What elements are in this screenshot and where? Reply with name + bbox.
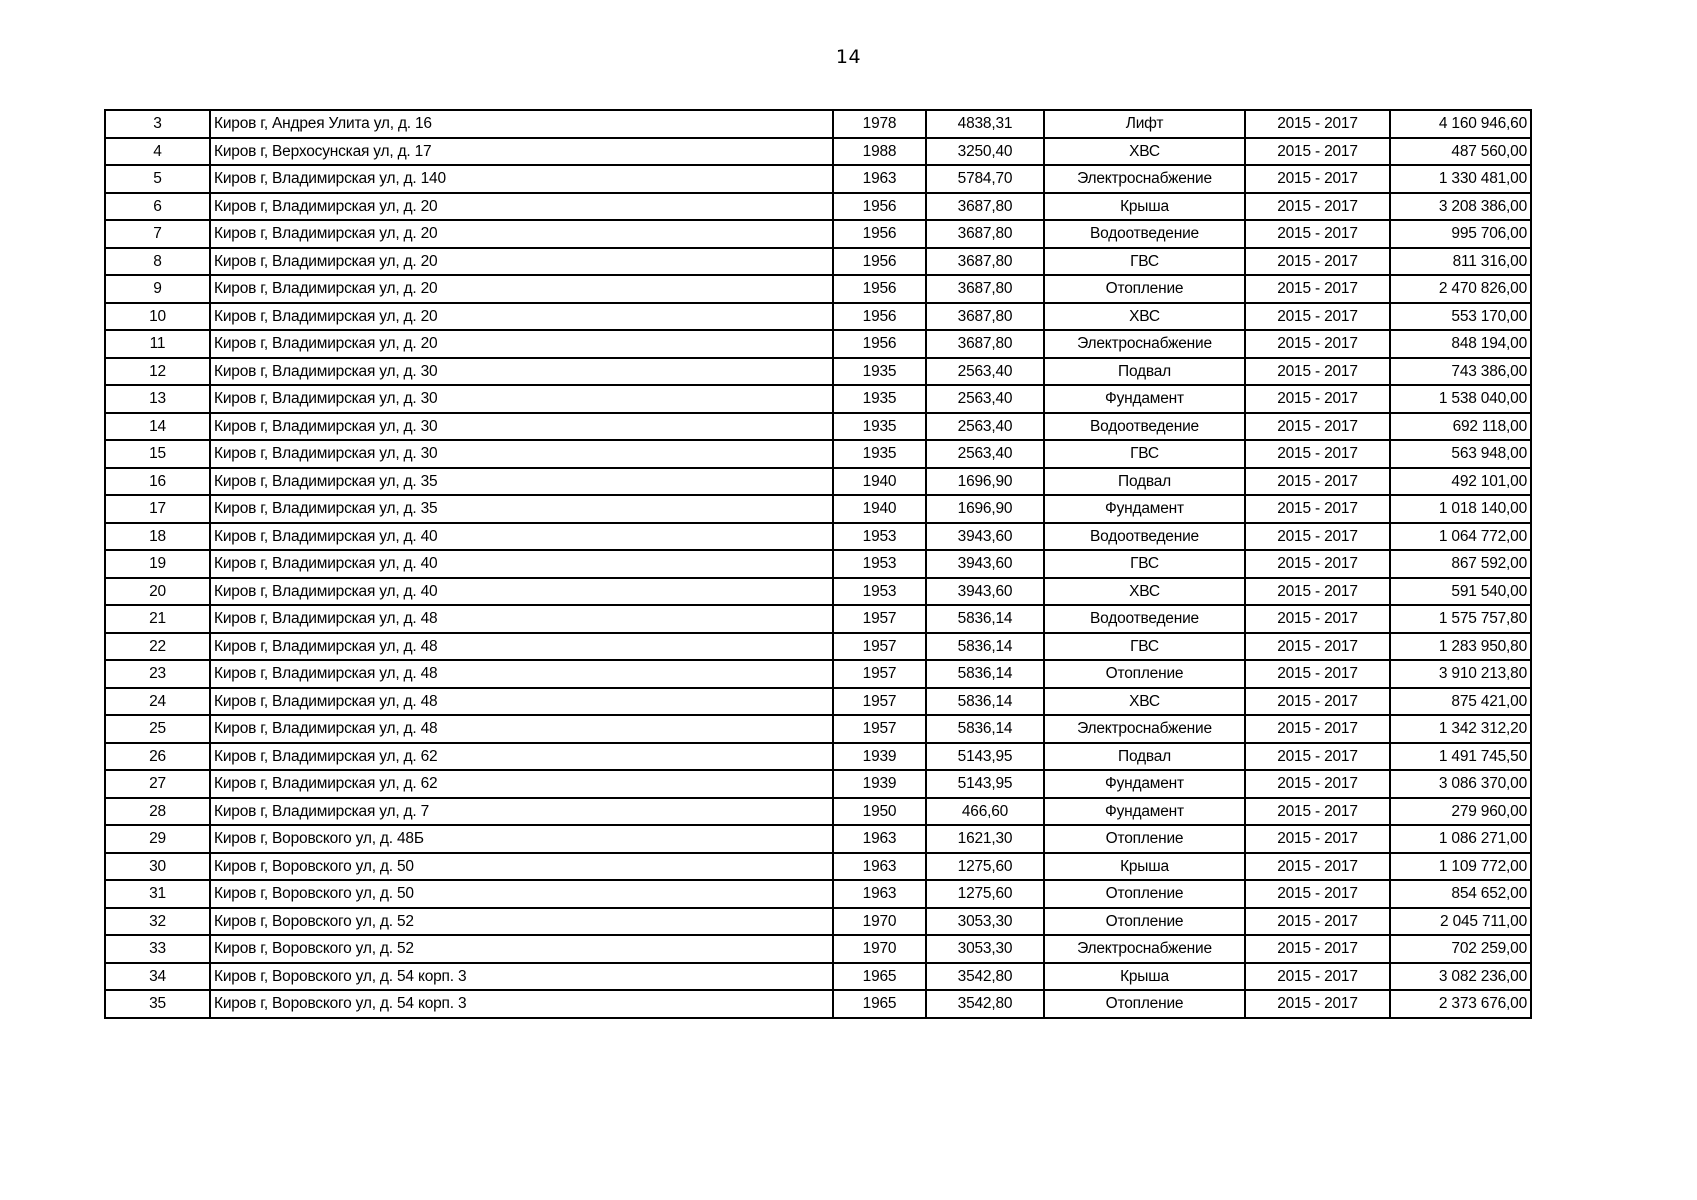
work-type-cell: ХВС	[1044, 578, 1245, 606]
cost-cell: 848 194,00	[1390, 330, 1531, 358]
table-row	[105, 633, 1531, 661]
period-cell: 2015 - 2017	[1245, 743, 1390, 771]
build-year-cell: 1939	[833, 743, 926, 771]
build-year-cell: 1965	[833, 990, 926, 1018]
area-cell: 3687,80	[926, 330, 1044, 358]
address-cell: Киров г, Владимирская ул, д. 48	[210, 633, 833, 661]
work-type-cell: Подвал	[1044, 468, 1245, 496]
build-year-cell: 1939	[833, 770, 926, 798]
row-number-cell: 17	[105, 495, 210, 523]
table-row	[105, 413, 1531, 441]
cost-cell: 692 118,00	[1390, 413, 1531, 441]
build-year-cell: 1957	[833, 633, 926, 661]
address-cell: Киров г, Владимирская ул, д. 20	[210, 193, 833, 221]
period-cell: 2015 - 2017	[1245, 110, 1390, 138]
build-year-cell: 1957	[833, 605, 926, 633]
cost-cell: 2 470 826,00	[1390, 275, 1531, 303]
table-row	[105, 908, 1531, 936]
period-cell: 2015 - 2017	[1245, 605, 1390, 633]
build-year-cell: 1940	[833, 468, 926, 496]
cost-cell: 492 101,00	[1390, 468, 1531, 496]
area-cell: 5143,95	[926, 743, 1044, 771]
period-cell: 2015 - 2017	[1245, 715, 1390, 743]
table-row	[105, 880, 1531, 908]
work-type-cell: Отопление	[1044, 880, 1245, 908]
row-number-cell: 28	[105, 798, 210, 826]
address-cell: Киров г, Владимирская ул, д. 20	[210, 303, 833, 331]
table-row	[105, 660, 1531, 688]
capital-repair-table	[104, 109, 1532, 1019]
address-cell: Киров г, Владимирская ул, д. 30	[210, 440, 833, 468]
build-year-cell: 1978	[833, 110, 926, 138]
address-cell: Киров г, Владимирская ул, д. 30	[210, 385, 833, 413]
table-row	[105, 853, 1531, 881]
area-cell: 3542,80	[926, 990, 1044, 1018]
period-cell: 2015 - 2017	[1245, 193, 1390, 221]
row-number-cell: 4	[105, 138, 210, 166]
table-row	[105, 523, 1531, 551]
work-type-cell: Подвал	[1044, 743, 1245, 771]
build-year-cell: 1956	[833, 303, 926, 331]
address-cell: Киров г, Воровского ул, д. 52	[210, 935, 833, 963]
row-number-cell: 22	[105, 633, 210, 661]
table-row	[105, 963, 1531, 991]
cost-cell: 1 064 772,00	[1390, 523, 1531, 551]
work-type-cell: Водоотведение	[1044, 220, 1245, 248]
work-type-cell: Водоотведение	[1044, 523, 1245, 551]
cost-cell: 1 330 481,00	[1390, 165, 1531, 193]
area-cell: 2563,40	[926, 358, 1044, 386]
address-cell: Киров г, Владимирская ул, д. 62	[210, 743, 833, 771]
period-cell: 2015 - 2017	[1245, 330, 1390, 358]
table-row	[105, 358, 1531, 386]
area-cell: 3943,60	[926, 578, 1044, 606]
area-cell: 1275,60	[926, 880, 1044, 908]
work-type-cell: Крыша	[1044, 193, 1245, 221]
period-cell: 2015 - 2017	[1245, 908, 1390, 936]
work-type-cell: Фундамент	[1044, 385, 1245, 413]
cost-cell: 3 086 370,00	[1390, 770, 1531, 798]
address-cell: Киров г, Владимирская ул, д. 35	[210, 495, 833, 523]
cost-cell: 854 652,00	[1390, 880, 1531, 908]
build-year-cell: 1970	[833, 935, 926, 963]
period-cell: 2015 - 2017	[1245, 385, 1390, 413]
table-row	[105, 385, 1531, 413]
row-number-cell: 18	[105, 523, 210, 551]
cost-cell: 553 170,00	[1390, 303, 1531, 331]
address-cell: Киров г, Владимирская ул, д. 48	[210, 660, 833, 688]
row-number-cell: 20	[105, 578, 210, 606]
table-row	[105, 495, 1531, 523]
address-cell: Киров г, Воровского ул, д. 50	[210, 880, 833, 908]
cost-cell: 1 491 745,50	[1390, 743, 1531, 771]
area-cell: 5836,14	[926, 688, 1044, 716]
period-cell: 2015 - 2017	[1245, 165, 1390, 193]
address-cell: Киров г, Владимирская ул, д. 140	[210, 165, 833, 193]
table-row	[105, 935, 1531, 963]
address-cell: Киров г, Владимирская ул, д. 40	[210, 578, 833, 606]
area-cell: 5836,14	[926, 715, 1044, 743]
period-cell: 2015 - 2017	[1245, 825, 1390, 853]
work-type-cell: Крыша	[1044, 853, 1245, 881]
area-cell: 3687,80	[926, 248, 1044, 276]
row-number-cell: 26	[105, 743, 210, 771]
cost-cell: 563 948,00	[1390, 440, 1531, 468]
row-number-cell: 16	[105, 468, 210, 496]
cost-cell: 3 082 236,00	[1390, 963, 1531, 991]
cost-cell: 995 706,00	[1390, 220, 1531, 248]
area-cell: 5836,14	[926, 605, 1044, 633]
area-cell: 5836,14	[926, 633, 1044, 661]
table-row	[105, 990, 1531, 1018]
row-number-cell: 11	[105, 330, 210, 358]
table-row	[105, 165, 1531, 193]
period-cell: 2015 - 2017	[1245, 413, 1390, 441]
work-type-cell: Водоотведение	[1044, 605, 1245, 633]
period-cell: 2015 - 2017	[1245, 853, 1390, 881]
work-type-cell: ХВС	[1044, 138, 1245, 166]
page-number: 14	[835, 46, 862, 68]
build-year-cell: 1935	[833, 440, 926, 468]
work-type-cell: Электроснабжение	[1044, 715, 1245, 743]
work-type-cell: Подвал	[1044, 358, 1245, 386]
period-cell: 2015 - 2017	[1245, 358, 1390, 386]
period-cell: 2015 - 2017	[1245, 770, 1390, 798]
address-cell: Киров г, Владимирская ул, д. 20	[210, 330, 833, 358]
address-cell: Киров г, Владимирская ул, д. 48	[210, 605, 833, 633]
cost-cell: 875 421,00	[1390, 688, 1531, 716]
area-cell: 3687,80	[926, 275, 1044, 303]
table-row	[105, 468, 1531, 496]
period-cell: 2015 - 2017	[1245, 550, 1390, 578]
row-number-cell: 9	[105, 275, 210, 303]
row-number-cell: 6	[105, 193, 210, 221]
cost-cell: 279 960,00	[1390, 798, 1531, 826]
table-body	[105, 110, 1531, 1018]
work-type-cell: Водоотведение	[1044, 413, 1245, 441]
build-year-cell: 1956	[833, 220, 926, 248]
area-cell: 1621,30	[926, 825, 1044, 853]
table-row	[105, 743, 1531, 771]
table-row	[105, 440, 1531, 468]
build-year-cell: 1953	[833, 523, 926, 551]
build-year-cell: 1963	[833, 825, 926, 853]
address-cell: Киров г, Владимирская ул, д. 40	[210, 523, 833, 551]
area-cell: 3687,80	[926, 303, 1044, 331]
area-cell: 5836,14	[926, 660, 1044, 688]
work-type-cell: Лифт	[1044, 110, 1245, 138]
row-number-cell: 15	[105, 440, 210, 468]
row-number-cell: 29	[105, 825, 210, 853]
period-cell: 2015 - 2017	[1245, 963, 1390, 991]
row-number-cell: 5	[105, 165, 210, 193]
build-year-cell: 1963	[833, 880, 926, 908]
row-number-cell: 10	[105, 303, 210, 331]
area-cell: 5143,95	[926, 770, 1044, 798]
row-number-cell: 24	[105, 688, 210, 716]
build-year-cell: 1957	[833, 660, 926, 688]
address-cell: Киров г, Воровского ул, д. 54 корп. 3	[210, 990, 833, 1018]
row-number-cell: 14	[105, 413, 210, 441]
work-type-cell: Электроснабжение	[1044, 935, 1245, 963]
period-cell: 2015 - 2017	[1245, 633, 1390, 661]
row-number-cell: 3	[105, 110, 210, 138]
cost-cell: 1 538 040,00	[1390, 385, 1531, 413]
cost-cell: 3 910 213,80	[1390, 660, 1531, 688]
address-cell: Киров г, Владимирская ул, д. 48	[210, 688, 833, 716]
work-type-cell: ХВС	[1044, 303, 1245, 331]
build-year-cell: 1956	[833, 330, 926, 358]
cost-cell: 743 386,00	[1390, 358, 1531, 386]
cost-cell: 3 208 386,00	[1390, 193, 1531, 221]
build-year-cell: 1965	[833, 963, 926, 991]
work-type-cell: Электроснабжение	[1044, 165, 1245, 193]
period-cell: 2015 - 2017	[1245, 990, 1390, 1018]
cost-cell: 702 259,00	[1390, 935, 1531, 963]
period-cell: 2015 - 2017	[1245, 495, 1390, 523]
build-year-cell: 1953	[833, 578, 926, 606]
address-cell: Киров г, Владимирская ул, д. 62	[210, 770, 833, 798]
build-year-cell: 1935	[833, 413, 926, 441]
area-cell: 3687,80	[926, 220, 1044, 248]
build-year-cell: 1956	[833, 193, 926, 221]
build-year-cell: 1935	[833, 385, 926, 413]
build-year-cell: 1935	[833, 358, 926, 386]
area-cell: 4838,31	[926, 110, 1044, 138]
area-cell: 2563,40	[926, 385, 1044, 413]
cost-cell: 811 316,00	[1390, 248, 1531, 276]
build-year-cell: 1963	[833, 853, 926, 881]
row-number-cell: 12	[105, 358, 210, 386]
address-cell: Киров г, Владимирская ул, д. 7	[210, 798, 833, 826]
period-cell: 2015 - 2017	[1245, 303, 1390, 331]
table-row	[105, 303, 1531, 331]
period-cell: 2015 - 2017	[1245, 880, 1390, 908]
work-type-cell: Отопление	[1044, 275, 1245, 303]
cost-cell: 2 373 676,00	[1390, 990, 1531, 1018]
table-row	[105, 770, 1531, 798]
table-row	[105, 578, 1531, 606]
cost-cell: 1 342 312,20	[1390, 715, 1531, 743]
row-number-cell: 7	[105, 220, 210, 248]
work-type-cell: ГВС	[1044, 550, 1245, 578]
work-type-cell: ГВС	[1044, 248, 1245, 276]
row-number-cell: 32	[105, 908, 210, 936]
work-type-cell: Электроснабжение	[1044, 330, 1245, 358]
row-number-cell: 23	[105, 660, 210, 688]
row-number-cell: 25	[105, 715, 210, 743]
row-number-cell: 30	[105, 853, 210, 881]
row-number-cell: 13	[105, 385, 210, 413]
work-type-cell: Отопление	[1044, 908, 1245, 936]
row-number-cell: 27	[105, 770, 210, 798]
period-cell: 2015 - 2017	[1245, 798, 1390, 826]
period-cell: 2015 - 2017	[1245, 468, 1390, 496]
area-cell: 3053,30	[926, 935, 1044, 963]
area-cell: 3943,60	[926, 550, 1044, 578]
address-cell: Киров г, Андрея Улита ул, д. 16	[210, 110, 833, 138]
cost-cell: 2 045 711,00	[1390, 908, 1531, 936]
work-type-cell: ГВС	[1044, 440, 1245, 468]
address-cell: Киров г, Владимирская ул, д. 30	[210, 358, 833, 386]
address-cell: Киров г, Владимирская ул, д. 20	[210, 275, 833, 303]
cost-cell: 867 592,00	[1390, 550, 1531, 578]
build-year-cell: 1950	[833, 798, 926, 826]
table-row	[105, 798, 1531, 826]
period-cell: 2015 - 2017	[1245, 660, 1390, 688]
table-row	[105, 220, 1531, 248]
period-cell: 2015 - 2017	[1245, 138, 1390, 166]
table-row	[105, 825, 1531, 853]
build-year-cell: 1988	[833, 138, 926, 166]
area-cell: 2563,40	[926, 413, 1044, 441]
row-number-cell: 31	[105, 880, 210, 908]
area-cell: 3687,80	[926, 193, 1044, 221]
table-row	[105, 550, 1531, 578]
row-number-cell: 33	[105, 935, 210, 963]
period-cell: 2015 - 2017	[1245, 578, 1390, 606]
cost-cell: 4 160 946,60	[1390, 110, 1531, 138]
address-cell: Киров г, Воровского ул, д. 50	[210, 853, 833, 881]
cost-cell: 487 560,00	[1390, 138, 1531, 166]
address-cell: Киров г, Владимирская ул, д. 20	[210, 220, 833, 248]
work-type-cell: ГВС	[1044, 633, 1245, 661]
build-year-cell: 1957	[833, 688, 926, 716]
cost-cell: 1 283 950,80	[1390, 633, 1531, 661]
address-cell: Киров г, Владимирская ул, д. 30	[210, 413, 833, 441]
period-cell: 2015 - 2017	[1245, 688, 1390, 716]
area-cell: 1696,90	[926, 468, 1044, 496]
work-type-cell: Отопление	[1044, 825, 1245, 853]
work-type-cell: ХВС	[1044, 688, 1245, 716]
area-cell: 2563,40	[926, 440, 1044, 468]
period-cell: 2015 - 2017	[1245, 935, 1390, 963]
area-cell: 3943,60	[926, 523, 1044, 551]
address-cell: Киров г, Владимирская ул, д. 35	[210, 468, 833, 496]
table-row	[105, 248, 1531, 276]
build-year-cell: 1940	[833, 495, 926, 523]
address-cell: Киров г, Воровского ул, д. 54 корп. 3	[210, 963, 833, 991]
cost-cell: 1 086 271,00	[1390, 825, 1531, 853]
work-type-cell: Отопление	[1044, 660, 1245, 688]
cost-cell: 1 109 772,00	[1390, 853, 1531, 881]
build-year-cell: 1956	[833, 275, 926, 303]
address-cell: Киров г, Владимирская ул, д. 20	[210, 248, 833, 276]
row-number-cell: 8	[105, 248, 210, 276]
row-number-cell: 35	[105, 990, 210, 1018]
build-year-cell: 1970	[833, 908, 926, 936]
area-cell: 3250,40	[926, 138, 1044, 166]
address-cell: Киров г, Верхосунская ул, д. 17	[210, 138, 833, 166]
row-number-cell: 34	[105, 963, 210, 991]
build-year-cell: 1956	[833, 248, 926, 276]
table-row	[105, 605, 1531, 633]
address-cell: Киров г, Владимирская ул, д. 48	[210, 715, 833, 743]
period-cell: 2015 - 2017	[1245, 275, 1390, 303]
work-type-cell: Крыша	[1044, 963, 1245, 991]
area-cell: 1275,60	[926, 853, 1044, 881]
table-row	[105, 110, 1531, 138]
table-row	[105, 138, 1531, 166]
build-year-cell: 1953	[833, 550, 926, 578]
cost-cell: 1 575 757,80	[1390, 605, 1531, 633]
area-cell: 5784,70	[926, 165, 1044, 193]
area-cell: 3542,80	[926, 963, 1044, 991]
build-year-cell: 1963	[833, 165, 926, 193]
work-type-cell: Отопление	[1044, 990, 1245, 1018]
address-cell: Киров г, Воровского ул, д. 52	[210, 908, 833, 936]
cost-cell: 591 540,00	[1390, 578, 1531, 606]
cost-cell: 1 018 140,00	[1390, 495, 1531, 523]
period-cell: 2015 - 2017	[1245, 523, 1390, 551]
area-cell: 466,60	[926, 798, 1044, 826]
area-cell: 1696,90	[926, 495, 1044, 523]
build-year-cell: 1957	[833, 715, 926, 743]
table-row	[105, 275, 1531, 303]
work-type-cell: Фундамент	[1044, 770, 1245, 798]
table-row	[105, 715, 1531, 743]
table-row	[105, 688, 1531, 716]
table-row	[105, 193, 1531, 221]
period-cell: 2015 - 2017	[1245, 220, 1390, 248]
table-row	[105, 330, 1531, 358]
work-type-cell: Фундамент	[1044, 798, 1245, 826]
period-cell: 2015 - 2017	[1245, 440, 1390, 468]
area-cell: 3053,30	[926, 908, 1044, 936]
work-type-cell: Фундамент	[1044, 495, 1245, 523]
row-number-cell: 19	[105, 550, 210, 578]
address-cell: Киров г, Воровского ул, д. 48Б	[210, 825, 833, 853]
address-cell: Киров г, Владимирская ул, д. 40	[210, 550, 833, 578]
row-number-cell: 21	[105, 605, 210, 633]
period-cell: 2015 - 2017	[1245, 248, 1390, 276]
